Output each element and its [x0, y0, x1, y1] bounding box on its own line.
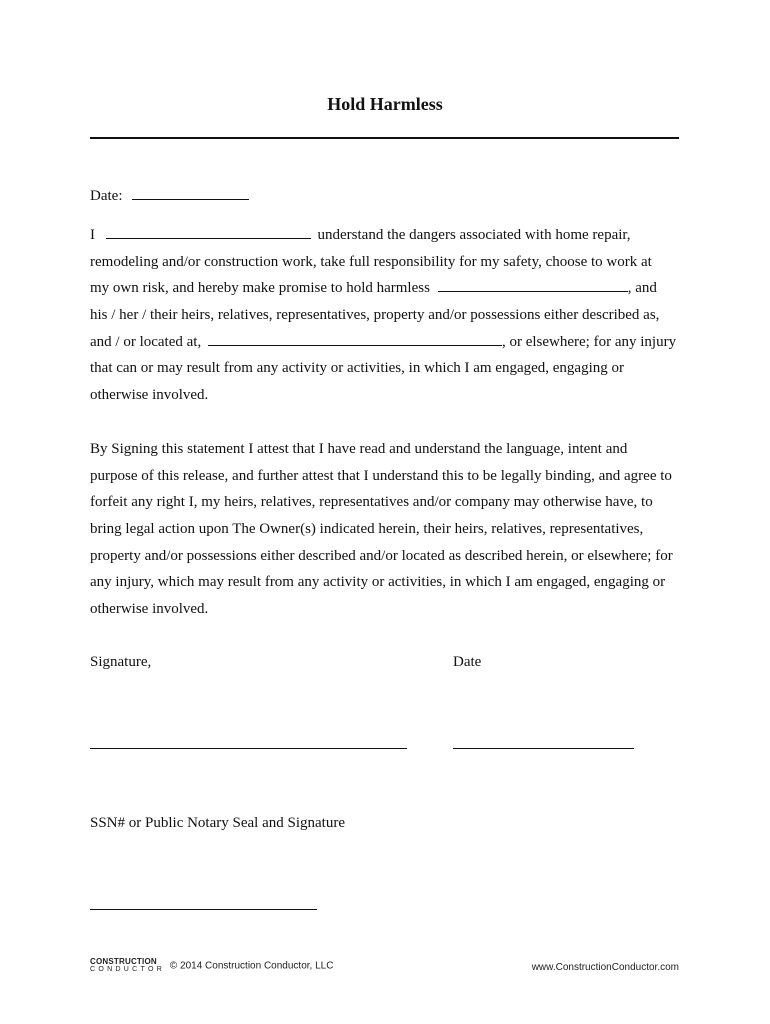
date-signature-line[interactable] — [453, 748, 634, 749]
footer-left — [90, 958, 333, 978]
title-divider — [90, 137, 679, 139]
para1-line3-start: my own risk, and hereby make promise to hold harmless — [90, 280, 430, 297]
para2-line: otherwise involved. — [90, 601, 209, 618]
document-title: Hold Harmless — [327, 94, 443, 114]
date-row — [90, 183, 690, 210]
para1-line4: his / her / their heirs, relatives, representatives, property and/or possessions either described as, — [90, 307, 660, 324]
website-link[interactable]: www.ConstructionConductor.com — [531, 962, 679, 973]
attestation-paragraph — [90, 436, 690, 623]
signature-label: Signature, — [90, 654, 152, 670]
copyright-text: © 2014 Construction Conductor, LLC — [169, 960, 334, 972]
para2-line: purpose of this release, and further attest that I understand this to be legally binding, and agree to — [90, 467, 672, 484]
para2-line: property and/or possessions either described and/or located as described herein, or elsewhere; for — [90, 547, 673, 564]
date-blank-field[interactable] — [132, 185, 249, 200]
para2-line: By Signing this statement I attest that I have read and understand the language, intent and — [90, 441, 628, 457]
name-blank-field[interactable] — [106, 224, 311, 239]
release-paragraph — [90, 222, 690, 409]
para1-line7: otherwise involved. — [90, 387, 209, 404]
signature-line[interactable] — [90, 748, 407, 749]
para1-line3-end: , and — [627, 280, 657, 297]
date-label: Date: — [90, 188, 123, 204]
para1-line5-start: and / or located at, — [90, 333, 202, 350]
para2-line: forfeit any right I, my heirs, relatives, representatives and/or company may otherwise have, to — [90, 494, 653, 511]
owner-blank-field[interactable] — [438, 277, 628, 292]
ssn-notary-label: SSN# or Public Notary Seal and Signature — [90, 815, 345, 831]
para1-line1-end: understand the dangers associated with home repair, — [317, 227, 631, 243]
para1-line2: remodeling and/or construction work, take full responsibility for my safety, choose to work at — [90, 253, 652, 270]
para1-line6: that can or may result from any activity or activities, in which I am engaged, engaging or — [90, 360, 624, 377]
para1-line5-end: , or elsewhere; for any injury — [501, 333, 677, 350]
construction-conductor-logo: CONSTRUCTION CONDUCTOR — [90, 957, 166, 973]
para2-line: bring legal action upon The Owner(s) indicated herein, their heirs, relatives, representatives, — [90, 521, 644, 538]
notary-signature-line[interactable] — [90, 909, 317, 910]
para2-line: any injury, which may result from any activity or activities, in which I am engaged, engaging or — [90, 574, 666, 591]
para1-line1-start: I — [90, 227, 95, 243]
date-signature-label: Date — [453, 654, 482, 670]
location-blank-field[interactable] — [208, 331, 502, 346]
